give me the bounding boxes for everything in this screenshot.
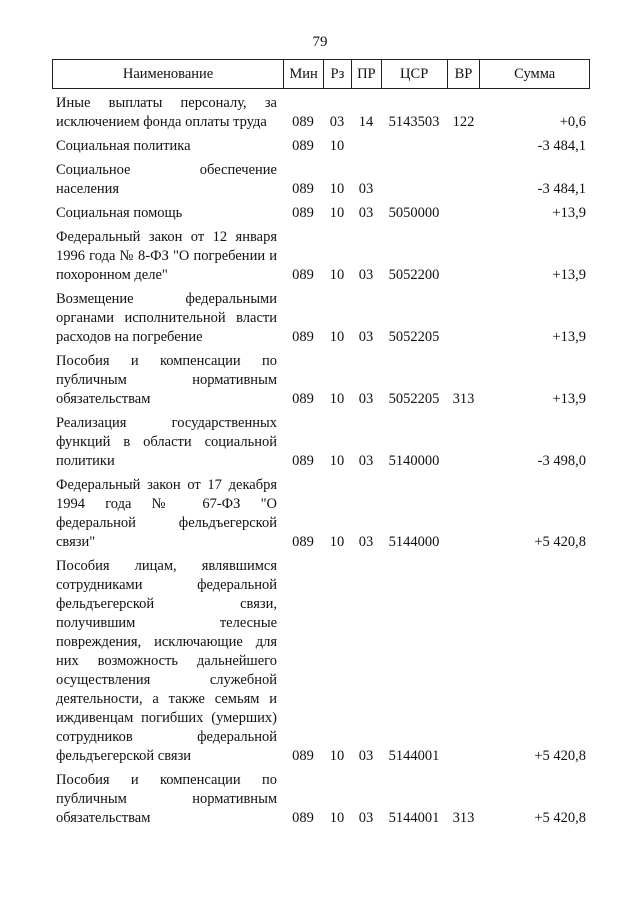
table-row [52, 771, 590, 828]
row-csr: 5144000 [388, 534, 440, 550]
row-sum: +5 420,8 [534, 534, 586, 550]
row-sum: +13,9 [552, 205, 586, 221]
row-rz: 10 [329, 205, 345, 221]
row-name: Возмещение федеральными органами исполнительной власти расходов на погребение [56, 291, 277, 345]
row-csr: 5052205 [388, 391, 440, 407]
row-rz: 10 [329, 391, 345, 407]
row-rz: 10 [329, 267, 345, 283]
table-row [52, 161, 590, 199]
row-min: 089 [292, 748, 314, 764]
row-sum: +13,9 [552, 329, 586, 345]
row-rz: 03 [329, 114, 345, 130]
row-csr: 5052200 [388, 267, 440, 283]
row-min: 089 [292, 453, 314, 469]
row-csr: 5144001 [388, 810, 440, 826]
row-rz: 10 [329, 748, 345, 764]
row-sum: +13,9 [552, 391, 586, 407]
table-header [52, 59, 590, 89]
row-sum: -3 484,1 [537, 138, 586, 154]
row-vr: 313 [452, 391, 475, 407]
row-min: 089 [292, 329, 314, 345]
row-vr: 313 [452, 810, 475, 826]
row-csr: 5140000 [388, 453, 440, 469]
page-number: 79 [312, 34, 328, 50]
table-body [52, 94, 590, 828]
table-row [52, 352, 590, 409]
header-min: Мин [283, 60, 323, 88]
row-sum: +5 420,8 [534, 748, 586, 764]
row-min: 089 [292, 114, 314, 130]
row-rz: 10 [329, 534, 345, 550]
row-vr: 122 [452, 114, 475, 130]
row-min: 089 [292, 810, 314, 826]
row-csr: 5143503 [388, 114, 440, 130]
table-row [52, 557, 590, 766]
row-min: 089 [292, 138, 314, 154]
table-row [52, 228, 590, 285]
row-pr: 03 [358, 329, 374, 345]
row-min: 089 [292, 391, 314, 407]
row-sum: -3 484,1 [537, 181, 586, 197]
header-sum: Сумма [479, 60, 589, 88]
row-sum: +13,9 [552, 267, 586, 283]
budget-table [52, 59, 590, 828]
row-sum: -3 498,0 [537, 453, 586, 469]
row-pr: 03 [358, 453, 374, 469]
row-name: Федеральный закон от 17 декабря 1994 года № 67-ФЗ "О федеральной фельдъегерской связи" [56, 477, 277, 550]
row-name: Социальная помощь [56, 205, 183, 221]
row-name: Пособия лицам, являвшимся сотрудниками федеральной фельдъегерской связи, получившим телесные повреждения, исключающие для них возможность дальнейшего осуществления служебной деятельности, а также семьям и иждивенцам погибших (умерших) сотрудников федеральной фельдъегерской связи [56, 558, 277, 764]
header-vr: ВР [447, 60, 480, 88]
row-pr: 03 [358, 810, 374, 826]
row-csr: 5144001 [388, 748, 440, 764]
row-rz: 10 [329, 329, 345, 345]
row-pr: 03 [358, 534, 374, 550]
row-name: Федеральный закон от 12 января 1996 года № 8-ФЗ "О погребении и похоронном деле" [56, 229, 277, 283]
row-name: Социальное обеспечение населения [56, 162, 277, 197]
row-name: Пособия и компенсации по публичным нормативным обязательствам [56, 772, 277, 826]
header-name: Наименование [122, 65, 214, 82]
row-rz: 10 [329, 138, 345, 154]
row-pr: 03 [358, 205, 374, 221]
row-name: Реализация государственных функций в области социальной политики [56, 415, 277, 469]
table-row [52, 414, 590, 471]
table-row [52, 476, 590, 552]
row-name: Социальная политика [56, 138, 191, 154]
header-pr: ПР [351, 60, 381, 88]
row-rz: 10 [329, 453, 345, 469]
row-pr: 03 [358, 748, 374, 764]
row-rz: 10 [329, 181, 345, 197]
row-name: Иные выплаты персоналу, за исключением фонда оплаты труда [56, 95, 277, 130]
header-csr: ЦСР [381, 60, 447, 88]
row-sum: +0,6 [559, 114, 586, 130]
row-pr: 03 [358, 391, 374, 407]
row-sum: +5 420,8 [534, 810, 586, 826]
row-min: 089 [292, 267, 314, 283]
row-rz: 10 [329, 810, 345, 826]
header-rz: Рз [323, 60, 351, 88]
row-pr: 14 [358, 114, 374, 130]
table-row [52, 137, 590, 156]
row-csr: 5052205 [388, 329, 440, 345]
row-pr: 03 [358, 181, 374, 197]
row-min: 089 [292, 181, 314, 197]
table-row [52, 290, 590, 347]
row-min: 089 [292, 534, 314, 550]
row-csr: 5050000 [388, 205, 440, 221]
table-row [52, 94, 590, 132]
table-row [52, 204, 590, 223]
row-min: 089 [292, 205, 314, 221]
row-pr: 03 [358, 267, 374, 283]
row-name: Пособия и компенсации по публичным нормативным обязательствам [56, 353, 277, 407]
